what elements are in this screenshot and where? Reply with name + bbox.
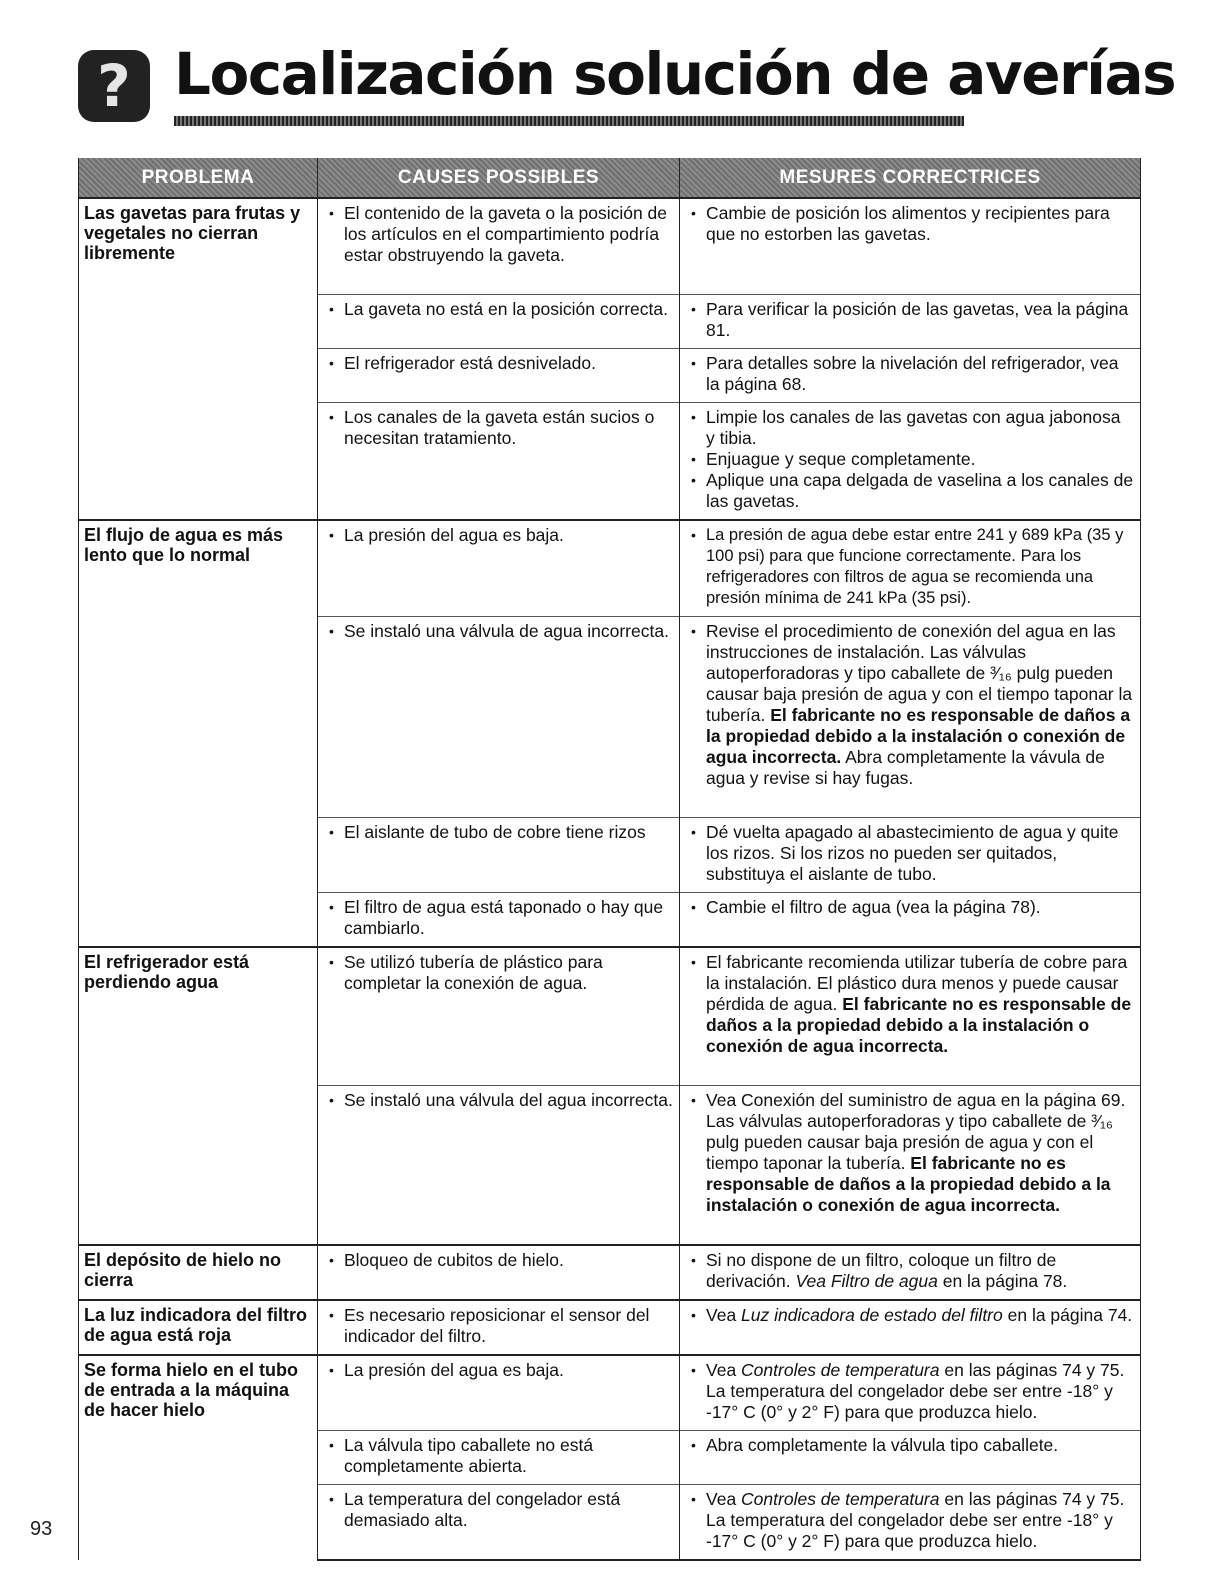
fix-item: • Vea Controles de temperatura en las páginas 74 y 75. La temperatura del congelador debe ser entre -18° y -17° C (0° y 2° F) para que produzca hielo.	[686, 1489, 1134, 1552]
cause-item: • Se utilizó tubería de plástico para completar la conexión de agua.	[324, 952, 673, 994]
problem-cell: El refrigerador está perdiendo agua	[79, 947, 318, 1245]
cause-item: • La presión del agua es baja.	[324, 1360, 673, 1381]
header-causes: CAUSES POSSIBLES	[318, 158, 680, 198]
fix-item: • Cambie de posición los alimentos y recipientes para que no estorben las gavetas.	[686, 203, 1134, 245]
table-header-row	[79, 158, 1141, 198]
table-row	[79, 520, 1141, 617]
cause-item: • La presión del agua es baja.	[324, 525, 673, 546]
cause-item: • Los canales de la gaveta están sucios o necesitan tratamiento.	[324, 407, 673, 449]
cause-item: • La temperatura del congelador está demasiado alta.	[324, 1489, 673, 1531]
fix-item: • Vea Controles de temperatura en las páginas 74 y 75. La temperatura del congelador debe ser entre -18° y -17° C (0° y 2° F) para que produzca hielo.	[686, 1360, 1134, 1423]
fix-item: • Vea Luz indicadora de estado del filtro en la página 74.	[686, 1305, 1134, 1326]
table-row	[79, 198, 1141, 295]
page-header	[78, 40, 1176, 130]
troubleshooting-table	[78, 158, 1141, 1561]
cause-item: • El aislante de tubo de cobre tiene rizos	[324, 822, 673, 843]
fix-item: • Enjuague y seque completamente.	[686, 449, 1134, 470]
fix-item: • Dé vuelta apagado al abastecimiento de agua y quite los rizos. Si los rizos no pueden ser quitados, substituya el aislante de tubo.	[686, 822, 1134, 885]
fix-item: • Si no dispone de un filtro, coloque un filtro de derivación. Vea Filtro de agua en la página 78.	[686, 1250, 1134, 1292]
table-row	[79, 1355, 1141, 1431]
fix-item: • Aplique una capa delgada de vaselina a los canales de las gavetas.	[686, 470, 1134, 512]
fix-item: • Limpie los canales de las gavetas con agua jabonosa y tibia.	[686, 407, 1134, 449]
fix-item: • Cambie el filtro de agua (vea la página 78).	[686, 897, 1134, 918]
cause-item: • La válvula tipo caballete no está completamente abierta.	[324, 1435, 673, 1477]
title-underline	[174, 116, 964, 126]
cause-item: • El refrigerador está desnivelado.	[324, 353, 673, 374]
problem-cell: Las gavetas para frutas y vegetales no cierran libremente	[79, 198, 318, 520]
cause-item: • Bloqueo de cubitos de hielo.	[324, 1250, 673, 1271]
cause-item: • Es necesario reposicionar el sensor del indicador del filtro.	[324, 1305, 673, 1347]
fix-item: • Abra completamente la válvula tipo caballete.	[686, 1435, 1134, 1456]
fix-item: • El fabricante recomienda utilizar tubería de cobre para la instalación. El plástico dura menos y puede causar pérdida de agua. El fabricante no es responsable de daños a la propiedad debido a la instalación o conexión de agua incorrecta.	[686, 952, 1134, 1057]
problem-cell: Se forma hielo en el tubo de entrada a la máquina de hacer hielo	[79, 1355, 318, 1560]
table-row	[79, 947, 1141, 1086]
problem-cell: La luz indicadora del filtro de agua está roja	[79, 1300, 318, 1355]
table-row	[79, 1300, 1141, 1355]
fix-item: • Vea Conexión del suministro de agua en la página 69. Las válvulas autoperforadoras y tipo caballete de ³⁄₁₆ pulg pueden causar baja presión de agua y con el tiempo taponar la tubería. El fabricante no es responsable de daños a la propiedad debido a la instalación o conexión de agua incorrecta.	[686, 1090, 1134, 1216]
cause-item: • La gaveta no está en la posición correcta.	[324, 299, 673, 320]
cause-item: • El contenido de la gaveta o la posición de los artículos en el compartimiento podría estar obstruyendo la gaveta.	[324, 203, 673, 266]
header-problema: PROBLEMA	[79, 158, 318, 198]
fix-item: • Para detalles sobre la nivelación del refrigerador, vea la página 68.	[686, 353, 1134, 395]
problem-cell: El flujo de agua es más lento que lo normal	[79, 520, 318, 947]
header-mesures: MESURES CORRECTRICES	[680, 158, 1141, 198]
fix-item: • Para verificar la posición de las gavetas, vea la página 81.	[686, 299, 1134, 341]
page-title: Localización solución de averías	[174, 40, 1176, 108]
fix-item: • Revise el procedimiento de conexión del agua en las instrucciones de instalación. Las válvulas autoperforadoras y tipo caballete de ³⁄₁₆ pulg pueden causar baja presión de agua y con el tiempo taponar la tubería. El fabricante no es responsable de daños a la propiedad debido a la instalación o conexión de agua incorrecta. Abra completamente la vávula de agua y revise si hay fugas.	[686, 621, 1134, 789]
cause-item: • Se instaló una válvula de agua incorrecta.	[324, 621, 673, 642]
fix-item: • La presión de agua debe estar entre 241 y 689 kPa (35 y 100 psi) para que funcione correctamente. Para los refrigeradores con filtros de agua se recomienda una presión mínima de 241 kPa (35 psi).	[686, 525, 1134, 609]
table-row	[79, 1245, 1141, 1300]
page-number: 93	[30, 1518, 53, 1540]
problem-cell: El depósito de hielo no cierra	[79, 1245, 318, 1300]
cause-item: • El filtro de agua está taponado o hay que cambiarlo.	[324, 897, 673, 939]
cause-item: • Se instaló una válvula del agua incorrecta.	[324, 1090, 673, 1111]
question-icon: ?	[78, 50, 150, 122]
